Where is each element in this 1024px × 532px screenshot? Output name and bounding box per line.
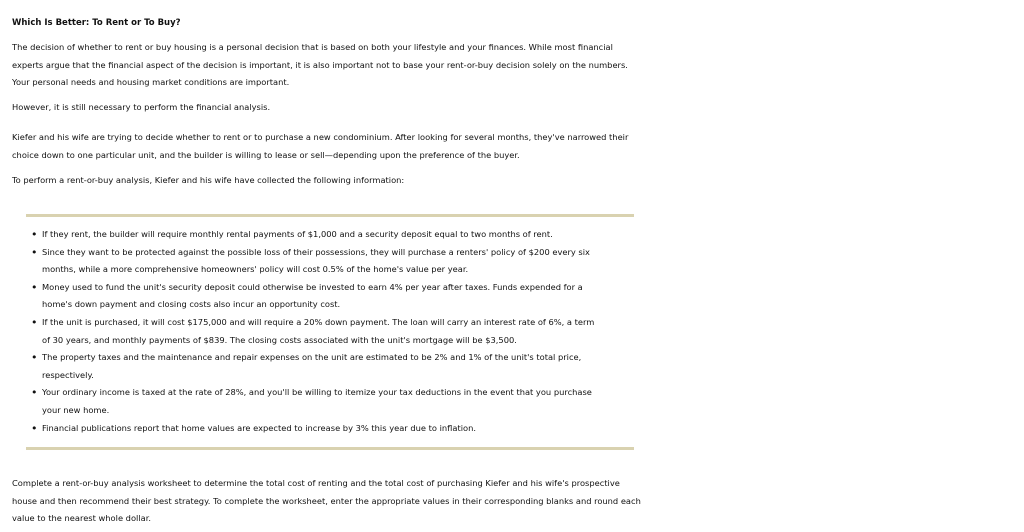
intro-paragraph	[12, 39, 672, 92]
list-item-line: Since they want to be protected against the possible loss of their possessions, they will purchase a renters' policy of $200 every six	[42, 246, 590, 257]
list-item-line: months, while a more comprehensive homeowners' policy will cost 0.5% of the home's value per year.	[42, 264, 469, 275]
list-item-line: Your ordinary income is taxed at the rate of 28%, and you'll be willing to itemize your tax deductions in the event that you purchase	[42, 387, 592, 398]
list-item	[30, 226, 630, 244]
list-item-line: The property taxes and the maintenance and repair expenses on the unit are estimated to be 2% and 1% of the unit's total price,	[42, 352, 582, 363]
perform-paragraph	[12, 172, 672, 190]
bullet-icon: •	[31, 386, 38, 400]
bullet-icon: •	[31, 351, 38, 365]
bullet-icon: •	[31, 228, 38, 241]
intro-line: experts argue that the financial aspect of the decision is important, it is also important not to base your rent-or-buy decision solely on the numbers.	[12, 59, 628, 70]
bullet-icon: •	[31, 280, 38, 294]
intro-line: Your personal needs and housing market conditions are important.	[12, 77, 290, 87]
closing-paragraph	[12, 475, 672, 528]
list-item-line: home's down payment and closing costs also incur an opportunity cost.	[42, 299, 341, 310]
list-item-line: If they rent, the builder will require monthly rental payments of $1,000 and a security deposit equal to two months of rent.	[42, 229, 553, 239]
list-item	[30, 279, 630, 314]
list-item-line: If the unit is purchased, it will cost $175,000 and will require a 20% down payment. The loan will carry an interest rate of 6%, a term	[42, 316, 595, 327]
closing-line: Complete a rent-or-buy analysis worksheet to determine the total cost of renting and the total cost of purchasing Kiefer and his wife's prospective	[12, 478, 620, 488]
list-item	[30, 384, 630, 419]
however-paragraph	[12, 99, 672, 117]
perform-line: To perform a rent-or-buy analysis, Kiefer and his wife have collected the following information:	[12, 175, 405, 185]
page-title: Which Is Better: To Rent or To Buy?	[12, 18, 181, 28]
closing-line: house and then recommend their best strategy. To complete the worksheet, enter the appropriate values in their corresponding blanks and round each	[12, 495, 641, 506]
list-item	[30, 349, 630, 384]
however-line: However, it is still necessary to perform the financial analysis.	[12, 102, 271, 112]
list-item	[30, 420, 630, 438]
intro-line: The decision of whether to rent or buy housing is a personal decision that is based on both your lifestyle and your finances. While most financial	[12, 42, 613, 52]
list-item	[30, 244, 630, 279]
bullet-icon: •	[31, 245, 38, 259]
bullet-icon: •	[31, 421, 38, 435]
bullet-icon: •	[31, 315, 38, 329]
list-item	[30, 314, 630, 349]
closing-line: value to the nearest whole dollar.	[12, 513, 152, 523]
list-item-line: your new home.	[42, 404, 110, 415]
info-box	[26, 214, 634, 450]
info-list	[30, 226, 630, 437]
list-item-line: respectively.	[42, 369, 94, 380]
kiefer-line: Kiefer and his wife are trying to decide whether to rent or to purchase a new condominium. After looking for several months, they've narrowed their	[12, 132, 629, 142]
kiefer-paragraph	[12, 129, 672, 164]
list-item-line: Financial publications report that home values are expected to increase by 3% this year due to inflation.	[42, 422, 476, 433]
list-item-line: of 30 years, and monthly payments of $839. The closing costs associated with the unit's mortgage will be $3,500.	[42, 334, 517, 345]
list-item-line: Money used to fund the unit's security deposit could otherwise be invested to earn 4% per year after taxes. Funds expended for a	[42, 281, 583, 292]
kiefer-line: choice down to one particular unit, and the builder is willing to lease or sell—depending upon the preference of the buyer.	[12, 149, 520, 160]
